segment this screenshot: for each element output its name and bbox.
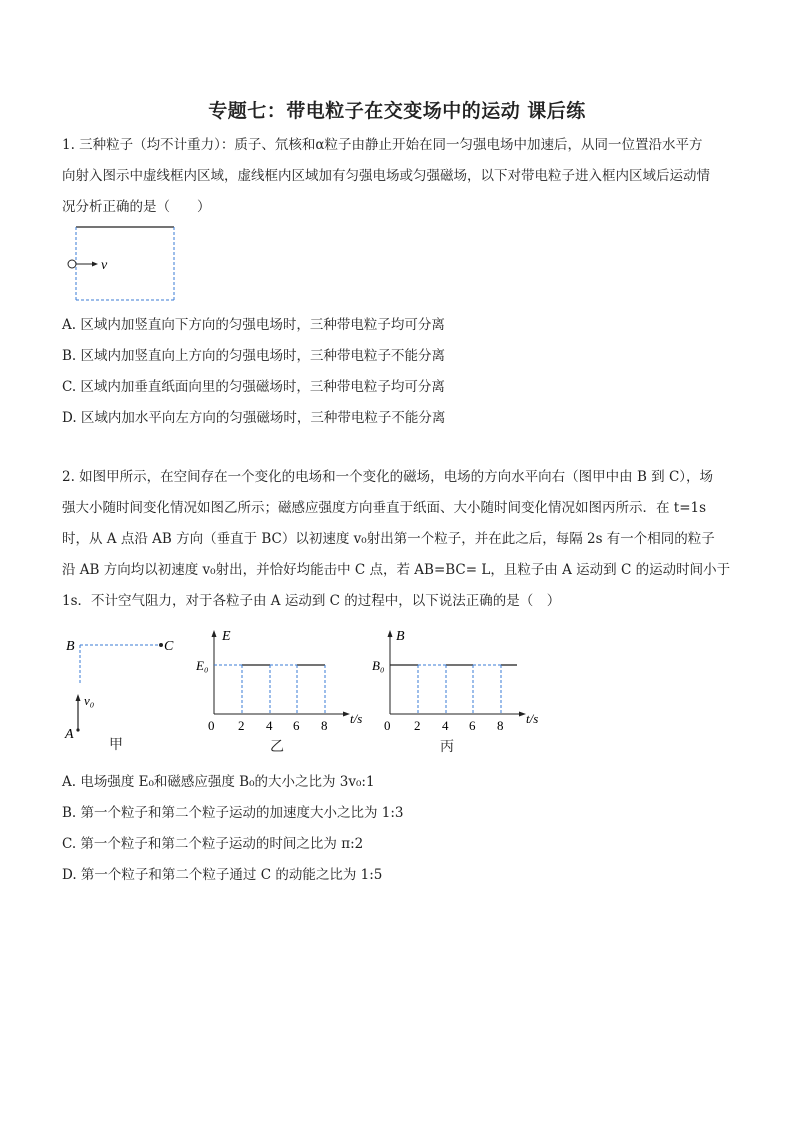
q1-option-d: D. 区域内加水平向左方向的匀强磁场时，三种带电粒子不能分离: [62, 410, 446, 426]
tick-label: 8: [321, 718, 328, 733]
v0-arrowhead-icon: [76, 694, 81, 701]
question-1-figure: [62, 222, 182, 306]
level-label: B₀: [372, 658, 385, 673]
x-axis-label: t/s: [350, 711, 363, 726]
question-2-line: 沿 AB 方向均以初速度 v₀射出，并恰好均能击中 C 点，若 AB=BC= L，且粒子由 A 运动到 C 的运动时间小于: [62, 562, 731, 578]
question-1-line: 1. 三种粒子（均不计重力）：质子、氘核和α粒子由静止开始在同一匀强电场中加速后，从同一位置沿水平方: [62, 137, 703, 153]
figure-jia-caption: 甲: [109, 737, 123, 753]
tick-label: 4: [442, 718, 449, 733]
q2-option-c: C. 第一个粒子和第二个粒子运动的时间之比为 π:2: [62, 836, 364, 852]
q1-option-a: A. 区域内加竖直向下方向的匀强电场时，三种带电粒子均可分离: [62, 317, 445, 333]
point-c-label: C: [164, 639, 174, 654]
x-axis-label: t/s: [526, 711, 539, 726]
question-2-line: 1s．不计空气阻力，对于各粒子由 A 运动到 C 的过程中，以下说法正确的是（ ）: [62, 593, 561, 609]
figure-yi-caption: 乙: [270, 739, 284, 755]
particle-icon: [68, 260, 76, 268]
y-axis-label: E: [222, 629, 231, 644]
question-2-line: 强大小随时间变化情况如图乙所示；磁感应强度方向垂直于纸面、大小随时间变化情况如图丙所示．在 t=1s: [62, 500, 707, 516]
y-axis-arrow-icon: [388, 630, 393, 637]
page-title: 专题七：带电粒子在交变场中的运动 课后练: [208, 100, 586, 122]
point-a-label: A: [65, 727, 74, 742]
question-2-text: [62, 462, 742, 617]
origin-label: 0: [384, 718, 391, 733]
figure-bing-caption: 丙: [440, 739, 454, 755]
tick-label: 8: [497, 718, 504, 733]
velocity-arrowhead-icon: [92, 262, 98, 267]
question-2-line: 2. 如图甲所示，在空间存在一个变化的电场和一个变化的磁场，电场的方向水平向右（图甲中由 B 到 C），场: [62, 469, 714, 485]
q2-option-a: A. 电场强度 E₀和磁感应强度 B₀的大小之比为 3v₀:1: [62, 774, 375, 790]
tick-label: 2: [414, 718, 421, 733]
tick-label: 6: [469, 718, 476, 733]
x-axis-arrow-icon: [519, 712, 526, 717]
figure-yi-chart: [196, 622, 371, 734]
q2-option-b: B. 第一个粒子和第二个粒子运动的加速度大小之比为 1:3: [62, 805, 404, 821]
point-a-dot: [76, 728, 79, 731]
point-b-label: B: [66, 639, 75, 654]
figure-bing-chart: [372, 622, 547, 734]
point-c-dot: [159, 643, 163, 647]
velocity-label: v: [101, 258, 108, 273]
question-2-line: 时，从 A 点沿 AB 方向（垂直于 BC）以初速度 v₀射出第一个粒子，并在此之后，每隔 2s 有一个相同的粒子: [62, 531, 715, 547]
q2-option-d: D. 第一个粒子和第二个粒子通过 C 的动能之比为 1:5: [62, 867, 383, 883]
tick-label: 6: [293, 718, 300, 733]
y-axis-arrow-icon: [212, 630, 217, 637]
tick-label: 4: [266, 718, 273, 733]
question-1-line: 况分析正确的是（ ）: [62, 199, 211, 215]
level-label: E₀: [196, 658, 209, 673]
q1-option-b: B. 区域内加竖直向上方向的匀强电场时，三种带电粒子不能分离: [62, 348, 446, 364]
x-axis-arrow-icon: [343, 712, 350, 717]
origin-label: 0: [208, 718, 215, 733]
v0-label: v₀: [84, 693, 95, 708]
figure-jia: [60, 630, 180, 745]
y-axis-label: B: [396, 629, 405, 644]
question-1-line: 向射入图示中虚线框内区域，虚线框内区域加有匀强电场或匀强磁场，以下对带电粒子进入框内区域后运动情: [62, 168, 710, 184]
tick-label: 2: [238, 718, 245, 733]
question-1-text: [62, 130, 742, 223]
q1-option-c: C. 区域内加垂直纸面向里的匀强磁场时，三种带电粒子均可分离: [62, 379, 445, 395]
